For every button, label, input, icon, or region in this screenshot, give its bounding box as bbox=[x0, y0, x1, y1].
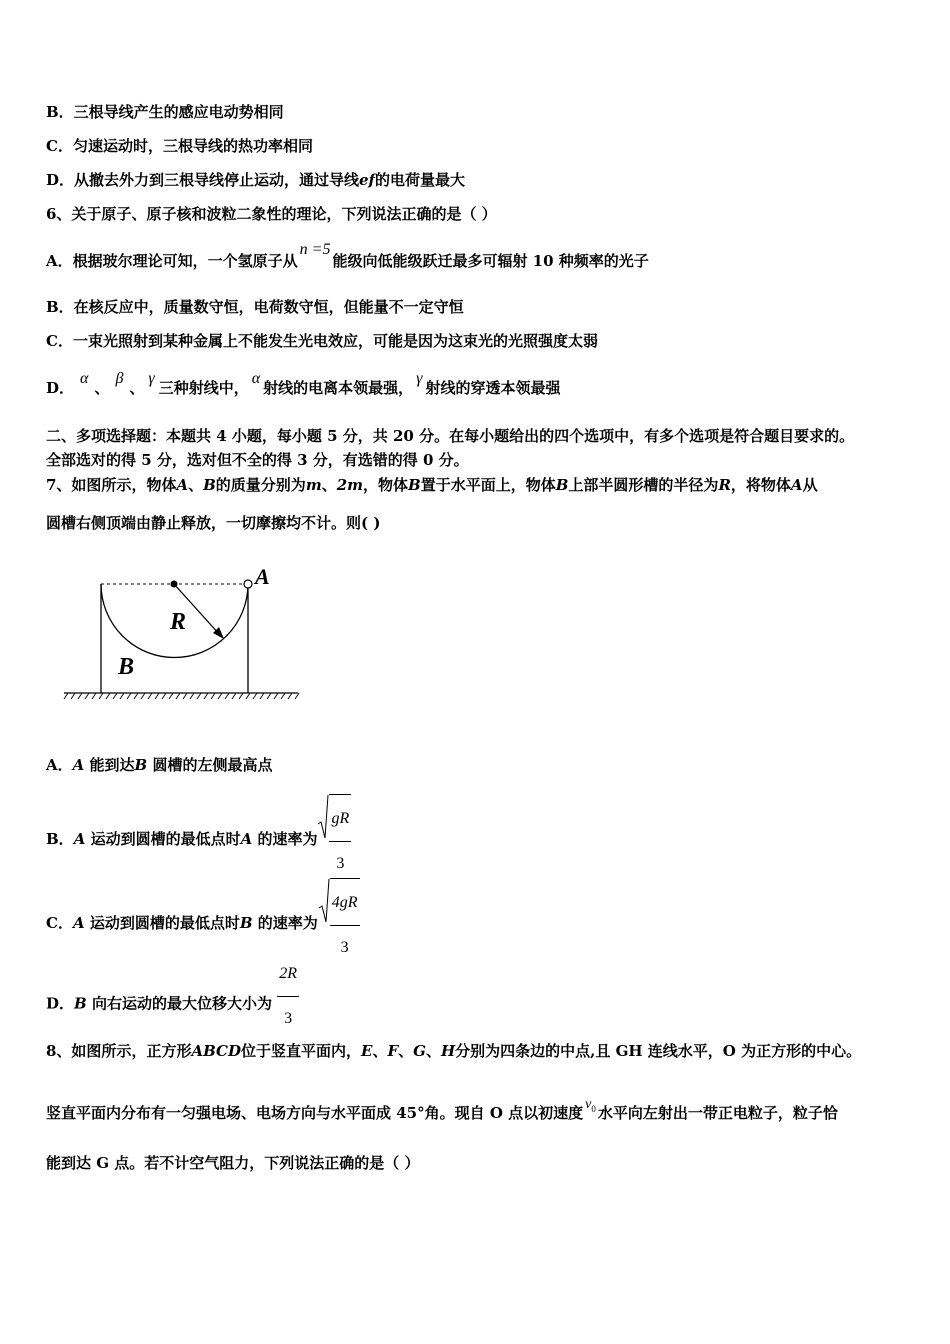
q7-opt-text: 能到达 bbox=[89, 756, 135, 774]
v0-subscript: 0 bbox=[591, 1103, 596, 1114]
option-label: D． bbox=[46, 994, 75, 1013]
q7-option-c bbox=[46, 878, 360, 970]
q5-d-end: 的电荷量最大 bbox=[375, 171, 466, 189]
alpha-symbol: α bbox=[251, 370, 261, 387]
var-b: B bbox=[555, 476, 569, 494]
fraction-denominator: 3 bbox=[336, 855, 345, 872]
fraction-denominator: 3 bbox=[284, 1010, 293, 1027]
q7-stem-line1 bbox=[46, 475, 818, 495]
var-b: B bbox=[134, 756, 148, 774]
q6-d-sep: 、 bbox=[129, 379, 145, 397]
q6-stem: 6、关于原子、原子核和波粒二象性的理论，下列说法正确的是（ ） bbox=[46, 205, 497, 223]
label-b: B bbox=[118, 654, 135, 680]
q7-opt-text: 的速率为 bbox=[257, 914, 318, 932]
q7-opt-text: 运动到圆槽的最低点时 bbox=[90, 830, 241, 848]
fraction-numerator: gR bbox=[329, 797, 351, 842]
q6-d-text: 射线的电离本领最强， bbox=[263, 379, 414, 397]
q7-opt-text: 运动到圆槽的最低点时 bbox=[89, 914, 240, 932]
q6-option-a bbox=[46, 241, 649, 272]
q6-option-b: B．在核反应中，质量数守恒，电荷数守恒，但能量不一定守恒 bbox=[46, 298, 464, 316]
q7-text: ，物体 bbox=[363, 476, 409, 494]
var-a: A bbox=[72, 914, 85, 932]
q7-option-a bbox=[46, 755, 272, 775]
fraction-numerator: 2R bbox=[277, 952, 299, 997]
q7-option-d bbox=[46, 960, 299, 1049]
q5-option-c: C．匀速运动时，三根导线的热功率相同 bbox=[46, 137, 313, 155]
ball-a bbox=[244, 580, 252, 588]
q8-sep: 、 bbox=[398, 1042, 414, 1060]
v0-letter: v bbox=[585, 1097, 592, 1112]
q7-text: 7、如图所示，物体 bbox=[46, 476, 177, 494]
q7-text: 、 bbox=[321, 476, 337, 494]
q6-a-end: 能级向低能级跃迁最多可辐射 10 种频率的光子 bbox=[332, 252, 649, 270]
label-a: A bbox=[255, 564, 270, 589]
var-b: B bbox=[408, 476, 421, 494]
q7-stem-line2: 圆槽右侧顶端由静止释放，一切摩擦均不计。则( ) bbox=[46, 514, 381, 532]
section2-line1: 二、多项选择题：本题共 4 小题，每小题 5 分，共 20 分。在每小题给出的四个选项中，有多个选项是符合题目要求的。 bbox=[46, 427, 855, 445]
q7-text: 上部半圆形槽的半径为 bbox=[568, 476, 719, 494]
gamma-symbol: γ bbox=[148, 370, 155, 387]
radical-sign bbox=[318, 878, 330, 924]
beta-symbol: β bbox=[115, 370, 124, 387]
sqrt-expression bbox=[317, 794, 351, 886]
q7-text: 的质量分别为 bbox=[215, 476, 306, 494]
q7-opt-text: 向右运动的最大位移大小为 bbox=[91, 994, 272, 1013]
q8-line3: 能到达 G 点。若不计空气阻力，下列说法正确的是（ ） bbox=[46, 1154, 420, 1172]
q7-text: 、 bbox=[188, 476, 204, 494]
q6-d-label: D． bbox=[46, 379, 75, 397]
fraction-denominator: 3 bbox=[340, 939, 349, 956]
q6-d-text: 三种射线中， bbox=[158, 379, 249, 397]
fraction bbox=[329, 794, 351, 886]
alpha-symbol: α bbox=[80, 370, 89, 387]
q7-text: ，将物体 bbox=[730, 476, 791, 494]
fraction bbox=[277, 952, 299, 1041]
sqrt-expression bbox=[318, 878, 360, 970]
q7-opt-text: 圆槽的左侧最高点 bbox=[152, 756, 273, 774]
q8-text: 8、如图所示，正方形 bbox=[46, 1042, 192, 1060]
q5-option-d bbox=[46, 170, 465, 190]
q7-opt-text: 的速率为 bbox=[257, 830, 318, 848]
option-label: B． bbox=[46, 830, 74, 848]
option-label: C． bbox=[46, 914, 73, 932]
var-b: B bbox=[74, 994, 87, 1013]
q6-d-sep: 、 bbox=[94, 379, 110, 397]
var-2m: 2m bbox=[336, 476, 364, 494]
q6-d-end: 射线的穿透本领最强 bbox=[425, 379, 561, 397]
var-a: A bbox=[72, 756, 85, 774]
q6-a-text: A．根据玻尔理论可知，一个氢原子从 bbox=[46, 252, 298, 270]
var-g: G bbox=[413, 1042, 426, 1060]
q7-figure bbox=[62, 562, 307, 708]
q8-sep: 、 bbox=[425, 1042, 441, 1060]
option-label: A． bbox=[46, 756, 73, 774]
q6-a-math: n =5 bbox=[299, 241, 331, 258]
fraction-numerator: 4gR bbox=[330, 881, 360, 926]
q8-text: 位于竖直平面内， bbox=[241, 1042, 362, 1060]
q8-line2 bbox=[46, 1097, 838, 1129]
v0-symbol bbox=[585, 1097, 596, 1112]
semicircle-groove-diagram bbox=[62, 562, 307, 704]
q6-option-d bbox=[46, 370, 561, 399]
var-e: E bbox=[361, 1042, 373, 1060]
var-b: B bbox=[239, 914, 253, 932]
radical-sign bbox=[317, 794, 329, 840]
q7-text: 从 bbox=[802, 476, 818, 494]
section2-line2: 全部选对的得 5 分，选对但不全的得 3 分，有选错的得 0 分。 bbox=[46, 451, 469, 469]
var-a: A bbox=[176, 476, 189, 494]
var-a: A bbox=[73, 830, 86, 848]
q8-text: 水平向左射出一带正电粒子，粒子恰 bbox=[597, 1104, 838, 1122]
gamma-symbol: γ bbox=[416, 370, 423, 387]
q6-option-c: C．一束光照射到某种金属上不能发生光电效应，可能是因为这束光的光照强度太弱 bbox=[46, 332, 598, 350]
q5-d-text: D．从撤去外力到三根导线停止运动，通过导线 bbox=[46, 171, 360, 189]
q5-d-var: ef bbox=[359, 171, 376, 189]
q5-option-b: B．三根导线产生的感应电动势相同 bbox=[46, 103, 284, 121]
q8-line1 bbox=[46, 1041, 861, 1061]
q7-text: 置于水平面上，物体 bbox=[420, 476, 556, 494]
q7-option-b bbox=[46, 794, 351, 886]
var-h: H bbox=[440, 1042, 456, 1060]
var-abcd: ABCD bbox=[191, 1042, 241, 1060]
q8-sep: 、 bbox=[372, 1042, 388, 1060]
var-m: m bbox=[305, 476, 322, 494]
var-r: R bbox=[718, 476, 731, 494]
q8-text: 竖直平面内分布有一匀强电场、电场方向与水平面成 45°角。现自 O 点以初速度 bbox=[46, 1104, 584, 1122]
ground-hatching bbox=[64, 693, 299, 699]
var-f: F bbox=[387, 1042, 399, 1060]
label-r: R bbox=[170, 609, 187, 635]
q8-text: 分别为四条边的中点,且 GH 连线水平，O 为正方形的中心。 bbox=[455, 1042, 862, 1060]
fraction bbox=[330, 878, 360, 970]
var-a: A bbox=[790, 476, 803, 494]
var-a: A bbox=[240, 830, 253, 848]
var-b: B bbox=[203, 476, 216, 494]
